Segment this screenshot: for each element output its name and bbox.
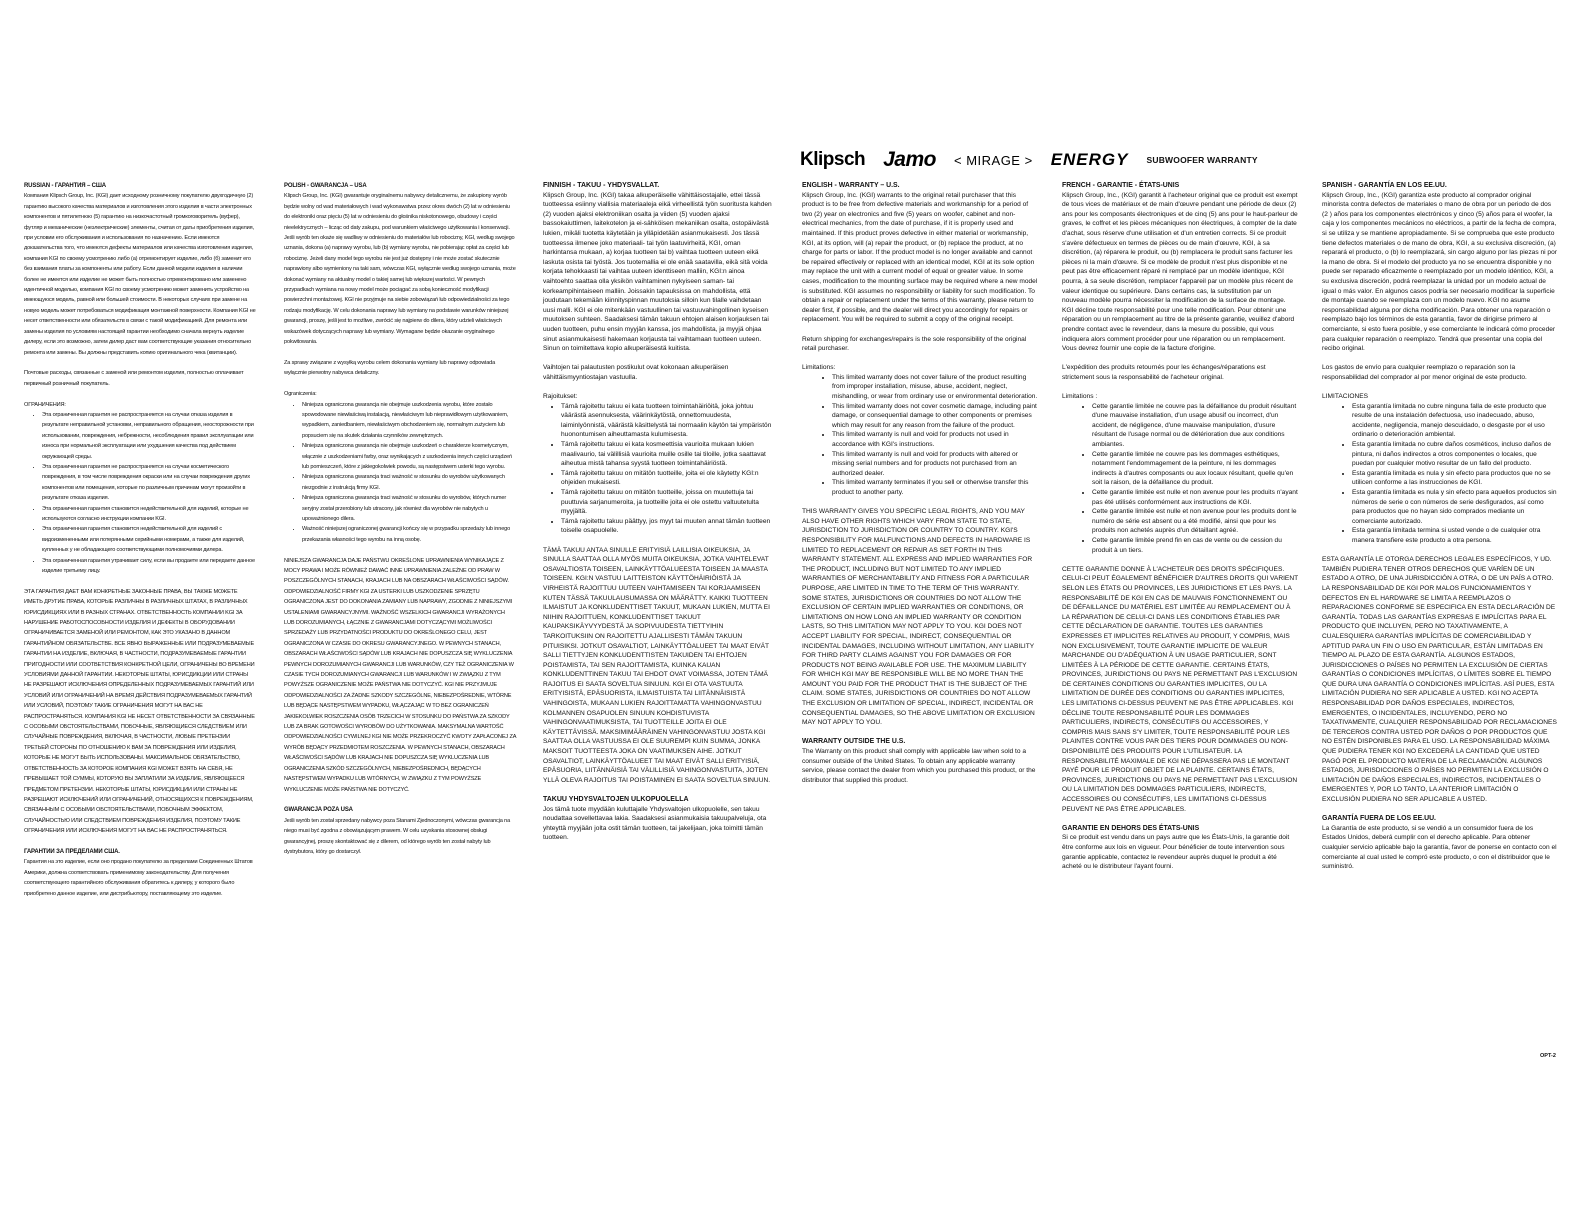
list-item: • This limited warranty terminates if you sell or otherwise transfer this product to another party. [832,478,1038,497]
list-item: • Cette garantie limitée prend fin en cas de vente ou de cession du produit à un tiers. [1092,536,1298,555]
list-item: • Cette garantie limitée ne couvre pas les dommages esthétiques, notamment l'endommagement de la peinture, ni les dommages indirects à d'autres composants ou aux locaux résultant, quelle qu'en soit la raison, de la défaillance du produit. [1092,450,1298,488]
spanish-outside-paragraph: La Garantía de este producto, si se vendió a un consumidor fuera de los Estados Unidos, deberá cumplir con el derecho aplicable. Para obtener cualquier servicio aplicable bajo la garantía, favor de ponerse en contacto con el comerciante al cual usted le compró este producto, o con el distribuidor que le suministró. [1322,824,1557,871]
finnish-column [543,181,775,853]
list-item: • Esta garantía limitada no cubre ninguna falla de este producto que resulte de una instalación defectuosa, uso inadecuado, abuso, accidente, negligencia, manejo descuidado, o desgaste por el uso ordinario o deterioración ambiental. [1352,402,1558,440]
russian-outside-paragraph: Гарантия на это изделие, если оно продано покупателю за пределами Соединенных Штатов Америки, должна соответствовать применимому законодательству. Для получения соответствующего гарантийного обслуживания обратитесь к дилеру, у которого было приобретено данное изделие, или дистрибьютору, поставляющему это изделие. [24,859,253,897]
english-paragraph-1: Klipsch Group, Inc. (KGI) warrants to the original retail purchaser that this product is to be free from defective materials and workmanship for a period of two (2) year on electronics and five (5) years on woofer, cabinet and non-electrical mechanics, from the date of purchase, if it is properly used and maintained. If this product proves defective in either material or workmanship, KGI, at its option, will (a) repair the product, or (b) replace the product, at no charge for parts or labor. If the product model is no longer available and cannot be repaired effectively or replaced with an identical model, KGI at its sole option may replace the unit with a current model of equal or greater value. In some cases, modification to the mounting surface may be required where a new model is substituted. KGI assumes no responsibility or liability for such modification. To obtain a repair or replacement under the terms of this warranty, please return to dealer first, if possible, and the dealer will direct you accordingly for repairs or replacement. You will be required to submit a copy of the original receipt. [802,191,1038,324]
list-item: • Эта ограниченная гарантия утрачивает силу, если вы продаете или передаете данное изделие третьему лицу. [42,556,256,577]
list-item: • Ważność niniejszej ograniczonej gwarancji kończy się w przypadku sprzedaży lub innego przekazania własności tego wyrobu na inną osobę. [302,524,516,545]
list-item: • Tämä rajoitettu takuu on mitätön tuotteille, joita ei ole käytetty KGI:n ohjeiden mukaisesti. [561,469,775,488]
list-item: • This limited warranty does not cover failure of the product resulting from improper installation, misuse, abuse, accident, neglect, mishandling, or wear from ordinary use or environmental deterioration. [832,373,1038,402]
french-paragraph-2: L'expédition des produits retournés pour les échanges/réparations est strictement sous la responsabilité de l'acheteur original. [1062,364,1266,381]
list-item: • Cette garantie limitée est nulle et non avenue pour les produits n'ayant pas été utilisés conformément aux instructions de KGI. [1092,488,1298,507]
spanish-paragraph-2: Los gastos de envío para cualquier reemplazo o reparación son la responsabilidad del comprador al por menor original de este producto. [1322,364,1527,381]
spanish-column [1322,181,1558,881]
finnish-paragraph-1: Klipsch Group, Inc. (KGI) takaa alkuperäiselle vähittäisostajalle, ettei tässä tuotteessa esiinny viallisia materiaaleja eikä virheellistä työn suoritusta kahden (2) vuoden ajaksi elektroniikan osalta ja viiden (5) vuoden ajaksi bassokaiuttimen, laitekotelon ja ei-sähköisen mekaniikan osalta, ostopäivästä lukien, mikäli tuotetta käytetään ja ylläpidetään asianmukaisesti. Jos tässä tuotteessa ilmenee joko materiaali- tai työn laatuvirheitä, KGI, oman harkintansa mukaan, a) korjaa tuotteen tai b) vaihtaa tuotteen uuteen eikä laskuta osista tai työstä. Jos tuotemallia ei ole enää saatavilla, eikä sitä voida korjata tehokkaasti tai vaihtaa uuteen identtiseen malliin, KGI:n ainoa vaihtoehto saattaa olla yksikön vaihtaminen nykyiseen saman- tai korkeampihintaiseen malliin. Joissakin tapauksissa on mahdollista, että joudutaan tekemään kiinnityspinnan muutoksia silloin kun tilalle vaihdetaan uusi malli. KGI ei ole mitenkään vastuullinen tai vastuuvahingollinen kyseisen muutoksen suhteen. Saadaksesi tämän takuun ehtojen alaisen korjauksen tai uuden tuotteen, puhu ensin myyjän kanssa, jos mahdollista, ja myyjä ohjaa sinut asianmukaisesti hakemaan korjausta tai vaihtamaan tuotteen uuteen. Sinun on toimitettava kopio alkuperäisestä kuitista. [543,191,772,353]
english-heading: ENGLISH - WARRANTY – U.S. [802,182,900,189]
jamo-logo: Jamo [883,148,936,171]
russian-heading: RUSSIAN - ГАРАНТИЯ – США [24,183,106,189]
spanish-heading: SPANISH - GARANTÍA EN LOS EE.UU. [1322,182,1447,189]
polish-outside-paragraph: Jeśli wyrób ten został sprzedany nabywcy poza Stanami Zjednoczonymi, wówczas gwarancja na niego musi być zgodna z obowiązującym prawem. W celu uzyskania stosownej obsługi gwarancyjnej, proszę skontaktować się z dilerem, od którego wyrób ten został nabyty lub dystrybutora, który go dostarczył. [284,817,511,855]
brand-bar [800,148,1258,172]
russian-column [24,181,256,909]
russian-outside-heading: ГАРАНТИИ ЗА ПРЕДЕЛАМИ США. [24,848,120,855]
french-legal-paragraph: CETTE GARANTIE DONNE À L'ACHETEUR DES DROITS SPÉCIFIQUES. CELUI-CI PEUT ÉGALEMENT BÉNÉFICIER D'AUTRES DROITS QUI VARIENT SELON LES ÉTATS OU PROVINCES, LES JURIDICTIONS ET LES PAYS. LA RESPONSABILITÉ DE KGI EN CAS DE MAUVAIS FONCTIONNEMENT OU DE DÉFAILLANCE DU MATÉRIEL EST LIMITÉE AU REMPLACEMENT OU À LA RÉPARATION DE CELUI-CI DANS LES CONDITIONS ÉTABLIES PAR CETTE DÉCLARATION DE GARANTIE. TOUTES LES GARANTIES EXPRESSES ET IMPLICITES RELATIVES AU PRODUIT, Y COMPRIS, MAIS NON EXCLUSIVEMENT, TOUTE GARANTIE IMPLICITE DE VALEUR MARCHANDE OU D'ADÉQUATION À UN USAGE PARTICULIER, SONT LIMITÉES À LA PÉRIODE DE CETTE GARANTIE. CERTAINS ÉTATS, PROVINCES, JURIDICTIONS OU PAYS NE PERMETTANT PAS L'EXCLUSION DE CERTAINES CONDITIONS OU GARANTIES IMPLICITES, OU LA LIMITATION DE DURÉE DES CONDITIONS OU GARANTIES IMPLICITES, LES LIMITATIONS CI-DESSUS PEUVENT NE PAS ÊTRE APPLICABLES. KGI DÉCLINE TOUTE RESPONSABILITÉ POUR LES DOMMAGES PARTICULIERS, INDIRECTS, CONSÉCUTIFS OU ACCESSOIRES, Y COMPRIS MAIS SANS S'Y LIMITER, TOUTE RESPONSABILITÉ POUR LES PLAINTES CONTRE VOUS PAR DES TIERS POUR DOMMAGES OU NON-DISPONIBILITÉ DES PRODUITS POUR L'UTILISATEUR. LA RESPONSABILITÉ MAXIMALE DE KGI NE DÉPASSERA PAS LE MONTANT PAYÉ POUR LE PRODUIT OBJET DE LA PLAINTE. CERTAINS ÉTATS, PROVINCES, JURIDICTIONS OU PAYS NE PERMETTANT PAS L'EXCLUSION OU LA LIMITATION DES DOMMAGES PARTICULIERS, INDIRECTS, ACCESSOIRES OU CONSÉCUTIFS, LES LIMITATIONS CI-DESSUS PEUVENT NE PAS ÊTRE APPLICABLES. [1062,565,1298,813]
polish-limits-heading: Ograniczenia: [284,391,317,398]
french-column [1062,181,1298,881]
mirage-logo: < MIRAGE > [953,152,1033,168]
finnish-outside-heading: TAKUU YHDYSVALTOJEN ULKOPUOLELLA [543,796,689,803]
document-title: SUBWOOFER WARRANTY [1146,155,1258,165]
list-item: • Niniejsza ograniczona gwarancja traci ważność w stosunku do wyrobów użytkowanych niezgodnie z instrukcją firmy KGI. [302,472,516,493]
polish-paragraph-1: Klipsch Group, Inc. (KGI) gwarantuje oryginalnemu nabywcy detalicznemu, że zakupiony wyrób będzie wolny od wad materiałowych i wad wykonawstwa przez okres dwóch (2) lat w odniesieniu do elektroniki oraz pięciu (5) lat w odniesieniu do głośnika niskotonowego, obudowy i części nieelektrycznych – licząc od daty zakupu, pod warunkiem właściwego użytkowania i konserwacji. Jeśli wyrób ten okaże się wadliwy w odniesieniu do materiałów lub robocizny, KGI, według swojego uznania, dokona (a) naprawy wyrobu, lub (b) wymiany wyrobu, nie pobierając opłat za części lub robociznę. Jeżeli dany model tego wyrobu nie jest już dostępny i nie może zostać skutecznie naprawiony albo wymieniony na taki sam, wówczas KGI, wyłącznie według swojego uznania, może dokonać wymiany na aktualny model o takiej samej lub większej wartości. W pewnych przypadkach wymiana na nowy model może pociągać za sobą konieczność modyfikacji powierzchni montażowej. KGI nie przyjmuje na siebie zobowiązań lub odpowiedzialności za tego rodzaju modyfikację. W celu dokonania naprawy lub wymiany na podstawie warunków niniejszej gwarancji, proszę, jeśli jest to możliwe, zwrócić się najpierw do dilera, który udzieli właściwych wskazówek dotyczących naprawy lub wymiany. Wymagane będzie okazanie oryginalnego pokwitowania. [284,193,516,346]
list-item: • Niniejsza ograniczona gwarancja nie obejmuje uszkodzenia wyrobu, które zostało spowodowane niewłaściwą instalacją, niewłaściwym lub nieprawidłowym użytkowaniem, wypadkiem, zaniedbaniem, niewłaściwym obchodzeniem się, normalnym zużyciem lub popsuciem się na skutek działania czynników zewnętrznych. [302,400,516,442]
polish-heading: POLISH - GWARANCJA – USA [284,183,367,189]
list-item: • Эта ограниченная гарантия не распространяется на случаи отказа изделия в результате неправильной установки, неправильного обращения, неосторожности при использовании, повреждения, небрежности, несоблюдения правил эксплуатации или износа при нормальной эксплуатации или ухудшения качества под действием окружающей среды. [42,410,256,462]
french-paragraph-1: Klipsch Group, Inc., (KGI) garantit à l'acheteur original que ce produit est exempt de tous vices de matériaux et de main d'œuvre pendant une période de deux (2) ans pour les composants électroniques et de cinq (5) ans pour le haut-parleur de graves, le coffret et les pièces mécaniques non électriques, à compter de la date d'achat, sous réserve d'une utilisation et d'un entretien corrects. Si ce produit s'avère défectueux en termes de pièces ou de main d'œuvre, KGI, à sa discrétion, (a) réparera le produit, ou (b) remplacera le produit sans facturer les pièces ni la main d'œuvre. Si ce modèle de produit n'est plus disponible et ne peut pas être efficacement réparé ni remplacé par un modèle identique, KGI pourra, à sa seule discrétion, remplacer l'appareil par un modèle plus récent de valeur identique ou supérieure. Dans certains cas, la substitution par un nouveau modèle pourra nécessiter la modification de la surface de montage. KGI décline toute responsabilité pour une telle modification. Pour obtenir une réparation ou un remplacement au titre de la présente garantie, veuillez d'abord prendre contact avec le revendeur, dans la mesure du possible, qui vous indiquera alors comment procéder pour une réparation ou un remplacement. Vous devrez fournir une copie de la facture d'origine. [1062,191,1298,353]
spanish-outside-heading: GARANTÍA FUERA DE LOS EE.UU. [1322,815,1436,823]
finnish-paragraph-2: Vaihtojen tai palautusten postikulut ovat kokonaan alkuperäisen vähittäismyyntiostajan vastuulla. [543,364,729,381]
russian-paragraph-2: Почтовые расходы, связанные с заменой или ремонтом изделия, полностью оплачивает первичный розничный покупатель. [24,370,244,387]
french-limits-heading: Limitations : [1062,393,1098,401]
english-limits-list [802,373,1038,498]
list-item: • Cette garantie limitée ne couvre pas la défaillance du produit résultant d'une mauvaise installation, d'un usage abusif ou incorrect, d'un accident, de négligence, d'une mauvaise manipulation, d'usure résultant de l'usage normal ou de détérioration due aux conditions ambiantes. [1092,402,1298,450]
finnish-heading: FINNISH - TAKUU - YHDYSVALLAT. [543,182,660,189]
klipsch-logo: Klipsch [800,149,866,170]
list-item: • Esta garantía limitada termina si usted vende o de cualquier otra manera transfiere este producto a otra persona. [1352,526,1558,545]
french-outside-heading: GARANTIE EN DEHORS DES ÉTATS-UNIS [1062,824,1200,832]
polish-legal-paragraph: NINIEJSZA GWARANCJA DAJE PAŃSTWU OKREŚLONE UPRAWNIENIA WYNIKAJĄCE Z MOCY PRAWA I MOŻE RÓWNIEŻ DAWAĆ INNE UPRAWNIENIA ZALEŻNE OD PRAW W POSZCZEGÓLNYCH STANACH, KRAJACH LUB NA OBSZARACH WŁAŚCIWOŚCI SĄDÓW. ODPOWIEDZIALNOŚĆ FIRMY KGI ZA USTERKI LUB USZKODZENIE SPRZĘTU OGRANICZONA JEST DO DOKONANIA ZAMIANY LUB NAPRAWY, ZGODNIE Z NINIEJSZYMI USTALENIAMI GWARANCYJNYMI. WAŻNOŚĆ WSZELKICH GWARANCJI WYRAŻONYCH LUB DOROZUMIANYCH, ŁĄCZNIE Z GWARANCJAMI DOTYCZĄCYMI MOŻLIWOŚCI SPRZEDAŻY LUB PRZYDATNOŚCI PRODUKTU DO OKREŚLONEGO CELU, JEST OGRANICZONA W CZASIE DO OKRESU GWARANCYJNEGO. W PEWNYCH STANACH, OBSZARACH WŁAŚCIWOŚCI SĄDÓW LUB KRAJACH NIE DOPUSZCZA SIĘ WYKLUCZENIA PEWNYCH DOROZUMIANYCH GWARANCJI LUB WARUNKÓW, CZY TEŻ OGRANICZENIA W CZASIE TYCH DOROZUMIANYCH GWARANCJI LUB WARUNKÓW I W ZWIĄZKU Z TYM POWYŻSZE OGRANICZENIE MOŻE PAŃSTWA NIE DOTYCZYĆ. KGI NIE PRZYJMUJE ODPOWIEDZIALNOŚCI ZA ŻADNE SZKODY SZCZEGÓLNE, NIEBEZPOŚREDNIE, WTÓRNE LUB BĘDĄCE NASTĘPSTWEM WYPADKU, WŁĄCZAJĄC W TO BEZ OGRANICZEŃ JAKIEKOLWIEK ROSZCZENIA OSÓB TRZECICH W STOSUNKU DO PAŃSTWA ZA SZKODY LUB ZA BRAK GOTOWOŚCI WYROBÓW DO UŻYTKOWANIA. MAKSYMALNA WARTOŚĆ ODPOWIEDZIALNOŚCI CYWILNEJ KGI NIE MOŻE PRZEKROCZYĆ KWOTY ZAPŁACONEJ ZA WYRÓB BĘDĄCY PRZEDMIOTEM ROSZCZENIA. W PEWNYCH STANACH, OBSZARACH WŁAŚCIWOŚCI SĄDÓW LUB KRAJACH NIE DOPUSZCZA SIĘ WYKLUCZENIA LUB OGRANICZENIA SZKÓD SZCZEGÓLNYCH, NIEBEZPOŚREDNICH, BĘDĄCYCH NASTĘPSTWEM WYPADKU LUB WTÓRNYCH, W ZWIĄZKU Z TYM POWYŻSZE WYKLUCZENIE MOŻE PAŃSTWA NIE DOTYCZYĆ. [284,557,516,793]
list-item: • This limited warranty is null and void for products with altered or missing serial numbers and for products not purchased from an authorized dealer. [832,450,1038,479]
list-item: • Cette garantie limitée est nulle et non avenue pour les produits dont le numéro de série est absent ou a été modifié, ainsi que pour les produits non achetés auprès d'un détaillant agréé. [1092,507,1298,536]
list-item: • This limited warranty is null and void for products not used in accordance with KGI's instructions. [832,430,1038,449]
spanish-limits-heading: LIMITACIONES [1322,393,1369,401]
finnish-outside-paragraph: Jos tämä tuote myydään kuluttajalle Yhdysvaltojen ulkopuolelle, sen takuu noudattaa sovellettavaa lakia. Saadaksesi asianmukaisia takuupalveluja, ota yhteyttä myyjään jolta ostit tämän tuotteen, tai jakelijaan, joka toimitti tämän tuotteen. [543,805,767,842]
list-item: • Эта ограниченная гарантия становится недействительной для изделий, которые не используются согласно инструкции компании KGI. [42,504,256,525]
english-column [802,181,1038,795]
russian-limits-list [24,410,256,577]
french-heading: FRENCH - GARANTIE - ÉTATS-UNIS [1062,182,1180,189]
polish-outside-heading: GWARANCJA POZA USA [284,807,353,814]
list-item: • Esta garantía limitada es nula y sin efecto para productos que no se utilicen conforme a las instrucciones de KGI. [1352,469,1558,488]
spanish-paragraph-1: Klipsch Group, Inc., (KGI) garantiza este producto al comprador original minorista contra defectos de materiales o mano de obra por un periodo de dos (2 ) años para los componentes electrónicos y cinco (5) años para el woofer, la caja y los componentes mecánicos no eléctricos, a partir de la fecha de compra, si se utiliza y se mantiene apropiadamente. Si se comprueba que este producto tiene defectos materiales o de mano de obra, KGI, a su exclusiva discreción, (a) reparará el producto, o (b) lo reemplazará, sin cargo alguno por las piezas ni por la mano de obra. Si el modelo del producto ya no se encuentra disponible y no puede ser reparado eficazmente o reemplazado por un modelo idéntico, KGI, a su exclusiva discreción, podrá reemplazar la unidad por un modelo actual de igual o más valor. En algunos casos podría ser necesario modificar la superficie de montaje cuando se reemplaza con un modelo nuevo. KGI no asume responsabilidad alguna por dicha modificación. Para obtener una reparación o reemplazo bajo los términos de esta garantía, favor de dirigirse primero al comerciante, si esto fuera posible, y ese comerciante le indicará cómo proceder para cualquier reparación o reemplazo. Tendrá que presentar una copia del recibo original. [1322,191,1557,353]
list-item: • Tämä rajoitettu takuu ei kata tuotteen toimintahäiriöitä, joka johtuu väärästä asennuksesta, väärinkäytöstä, onnettomuudesta, laiminlyönnistä, väärästä käsittelystä tai normaalin käytön tai ympäristön huonontumisen aiheuttamasta kulumisesta. [561,402,775,440]
spanish-limits-list [1322,402,1558,546]
list-item: • Niniejsza ograniczona gwarancja nie obejmuje uszkodzeń o charakterze kosmetycznym, włącznie z uszkodzeniami farby, oraz wynikających z uszkodzenia innych części urządzeń lub pomieszczeń, które z jakiegokolwiek powodu, są następstwem usterki tego wyrobu. [302,441,516,472]
list-item: • This limited warranty does not cover cosmetic damage, including paint damage, or consequential damage to other components or premises which may result for any reason from the failure of the product. [832,402,1038,431]
list-item: • Эта ограниченная гарантия становится недействительной для изделий с видоизмененными или потерянными серийными номерами, а также для изделий, купленных у не обладающего соответствующими полномочиями дилера. [42,524,256,555]
english-paragraph-2: Return shipping for exchanges/repairs is the sole responsibility of the original retail purchaser. [802,335,1027,353]
spanish-legal-paragraph: ESTA GARANTÍA LE OTORGA DERECHOS LEGALES ESPECÍFICOS, Y UD. TAMBIÉN PUDIERA TENER OTROS DERECHOS QUE VARÍEN DE UN ESTADO A OTRO, DE UNA JURISDICCIÓN A OTRA, O DE UN PAÍS A OTRO. LA RESPONSABILIDAD DE KGI POR MALOS FUNCIONAMIENTOS Y DEFECTOS EN EL HARDWARE SE LIMITA A REEMPLAZOS O REPARACIONES CONFORME SE ESPECIFICA EN ESTA DECLARACIÓN DE GARANTÍA. TODAS LAS GARANTÍAS EXPRESAS E IMPLÍCITAS PARA EL PRODUCTO QUE INCLUYEN, PERO NO TAXATIVAMENTE, A CUALESQUIERA GARANTÍAS IMPLÍCITAS DE COMERCIABILIDAD Y APTITUD PARA UN FIN O USO EN PARTICULAR, ESTÁN LIMITADAS EN TIEMPO AL PLAZO DE ESTA GARANTÍA. ALGUNOS ESTADOS, JURISDICCIONES O PAÍSES NO PERMITEN LA EXCLUSIÓN DE CIERTAS GARANTÍAS O CONDICIONES IMPLÍCITAS, O LÍMITES SOBRE EL TIEMPO QUE DURA UNA GARANTÍA O CONDICIONES IMPLÍCITAS. ASÍ PUES, ESTA LIMITACIÓN PUDIERA NO SER APLICABLE A USTED. KGI NO ACEPTA RESPONSABILIDAD POR DAÑOS ESPECIALES, INDIRECTOS, EMERGENTES, O INCIDENTALES, INCLUYENDO, PERO NO TAXATIVAMENTE, CUALQUIER RESPONSABILIDAD POR RECLAMACIONES DE TERCEROS CONTRA USTED POR DAÑOS O POR PRODUCTOS QUE NO ESTÉN DISPONIBLES PARA EL USO. LA RESPONSABILIDAD MÁXIMA QUE PUDIERA TENER KGI NO EXCEDERÁ LA CANTIDAD QUE USTED PAGÓ POR EL PRODUCTO MATERIA DE LA RECLAMACIÓN. ALGUNOS ESTADOS, JURISDICCIONES O PAÍSES NO PERMITEN LA EXCLUSIÓN O LIMITACIÓN DE DAÑOS ESPECIALES, INDIRECTOS, INCIDENTALES O EMERGENTES Y, POR LO TANTO, LA ANTERIOR LIMITACIÓN O EXCLUSIÓN PUDIERA NO SER APLICABLE A USTED. [1322,556,1557,803]
list-item: • Esta garantía limitada no cubre daños cosméticos, incluso daños de pintura, ni daños indirectos a otros componentes o locales, que puedan por cualquier motivo resultar de un fallo del producto. [1352,440,1558,469]
page-code: OPT-2 [1540,1053,1556,1059]
polish-paragraph-2: Za sprawy związane z wysyłką wyrobu celem dokonania wymiany lub naprawy odpowiada wyłącznie pierwotny nabywca detaliczny. [284,359,496,377]
russian-legal-paragraph: ЭТА ГАРАНТИЯ ДАЕТ ВАМ КОНКРЕТНЫЕ ЗАКОННЫЕ ПРАВА, ВЫ ТАКЖЕ МОЖЕТЕ ИМЕТЬ ДРУГИЕ ПРАВА, КОТОРЫЕ РАЗЛИЧНЫ В РАЗЛИЧНЫХ ШТАТАХ, В РАЗЛИЧНЫХ ЮРИСДИКЦИЯХ ИЛИ В РАЗНЫХ СТРАНАХ. ОТВЕТСТВЕННОСТЬ КОМПАНИИ KGI ЗА НАРУШЕНИЕ РАБОТОСПОСОБНОСТИ ИЗДЕЛИЯ И ДЕФЕКТЫ В ОБОРУДОВАНИИ ОГРАНИЧИВАЕТСЯ ЗАМЕНОЙ ИЛИ РЕМОНТОМ, КАК ЭТО УКАЗАНО В ДАННОМ ГАРАНТИЙНОМ ОБЯЗАТЕЛЬСТВЕ. ВСЕ ЯВНО ВЫРАЖЕННЫЕ ИЛИ ПОДРАЗУМЕВАЕМЫЕ ГАРАНТИИ НА ИЗДЕЛИЕ, ВКЛЮЧАЯ, В ЧАСТНОСТИ, ПОДРАЗУМЕВАЕМЫЕ ГАРАНТИИ ПРИГОДНОСТИ ИЛИ СООТВЕТСТВИЯ КОНКРЕТНОЙ ЦЕЛИ, ОГРАНИЧЕНЫ ВО ВРЕМЕНИ УСЛОВИЯМИ ДАННОЙ ГАРАНТИИ. НЕКОТОРЫЕ ШТАТЫ, ЮРИСДИКЦИИ ИЛИ СТРАНЫ НЕ РАЗРЕШАЮТ ИСКЛЮЧЕНИЯ ОПРЕДЕЛЕННЫХ ПОДРАЗУМЕВАЕМЫХ ГАРАНТИЙ ИЛИ УСЛОВИЙ ИЛИ ОГРАНИЧЕНИЙ НА ВРЕМЯ ДЕЙСТВИЯ ПОДРАЗУМЕВАЕМЫХ ГАРАНТИЙ ИЛИ УСЛОВИЙ, ПОЭТОМУ ТАКИЕ ОГРАНИЧЕНИЯ МОГУТ НА ВАС НЕ РАСПРОСТРАНЯТЬСЯ. КОМПАНИЯ KGI НЕ НЕСЕТ ОТВЕТСТВЕННОСТИ ЗА СВЯЗАННЫЕ С ОСОБЫМИ ОБСТОЯТЕЛЬСТВАМИ, ПОБОЧНЫЕ, ЯВЛЯЮЩИЕСЯ СЛЕДСТВИЕМ ИЛИ СЛУЧАЙНЫЕ ПОВРЕЖДЕНИЯ, ВКЛЮЧАЯ, В ЧАСТНОСТИ, ЛЮБЫЕ ПРЕТЕНЗИИ ТРЕТЬЕЙ СТОРОНЫ ПО ОТНОШЕНИЮ К ВАМ ЗА ПОВРЕЖДЕНИЯ ИЛИ ИЗДЕЛИЯ, КОТОРЫЕ НЕ МОГУТ БЫТЬ ИСПОЛЬЗОВАНЫ. МАКСИМАЛЬНОЕ ОБЯЗАТЕЛЬСТВО, ОТВЕТСТВЕННОСТЬ ЗА КОТОРОЕ КОМПАНИЯ KGI МОЖЕТ ВЗЯТЬ НА СЕБЯ, НЕ ПРЕВЫШАЕТ ТОЙ СУММЫ, КОТОРУЮ ВЫ ЗАПЛАТИЛИ ЗА ИЗДЕЛИЕ, ЯВЛЯЮЩЕЕСЯ ПРЕДМЕТОМ ПРЕТЕНЗИИ. НЕКОТОРЫЕ ШТАТЫ, ЮРИСДИКЦИИ ИЛИ СТРАНЫ НЕ РАЗРЕШАЮТ ИСКЛЮЧЕНИЙ ИЛИ ОГРАНИЧЕНИЙ, ОТНОСЯЩИХСЯ К ПОВРЕЖДЕНИЯМ, СВЯЗАННЫМ С ОСОБЫМИ ОБСТОЯТЕЛЬСТВАМИ, ПОБОЧНЫМ ЭФФЕКТОМ, СЛУЧАЙНОСТЬЮ ИЛИ СЛЕДСТВИЕМ ПОВРЕЖДЕНИЯ ИЗДЕЛИЯ, ПОЭТОМУ ТАКИЕ ОГРАНИЧЕНИЯ ИЛИ ИСКЛЮЧЕНИЯ МОГУТ НА ВАС НЕ РАСПРОСТРАНЯТЬСЯ. [24,588,255,835]
list-item: • Tämä rajoitettu takuu päättyy, jos myyt tai muuten annat tämän tuotteen toiselle osapuolelle. [561,517,775,536]
english-outside-paragraph: The Warranty on this product shall comply with applicable law when sold to a consumer outside of the United States. To obtain any applicable warranty service, please contact the dealer from which you purchased this product, or the distributor that supplied this product. [802,748,1036,784]
finnish-limits-list [543,402,775,536]
english-outside-heading: WARRANTY OUTSIDE THE U.S. [802,738,906,746]
english-legal-paragraph: THIS WARRANTY GIVES YOU SPECIFIC LEGAL RIGHTS, AND YOU MAY ALSO HAVE OTHER RIGHTS WHICH VARY FROM STATE TO STATE, JURISDICTION TO JURISDICTION OR COUNTRY TO COUNTRY. KGI'S RESPONSIBILITY FOR MALFUNCTIONS AND DEFECTS IN HARDWARE IS LIMITED TO REPLACEMENT OR REPAIR AS SET FORTH IN THIS WARRANTY STATEMENT. ALL EXPRESS AND IMPLIED WARRANTIES FOR THE PRODUCT, INCLUDING BUT NOT LIMITED TO ANY IMPLIED WARRANTIES OF MERCHANTABILITY AND FITNESS FOR A PARTICULAR PURPOSE, ARE LIMITED IN TIME TO THE TERM OF THIS WARRANTY. SOME STATES, JURISDICTIONS OR COUNTRIES DO NOT ALLOW THE EXCLUSION OF CERTAIN IMPLIED WARRANTIES OR CONDITIONS, OR LIMITATIONS ON HOW LONG AN IMPLIED WARRANTY OR CONDITION LASTS, SO THIS LIMITATION MAY NOT APPLY TO YOU. KGI DOES NOT ACCEPT LIABILITY FOR SPECIAL, INDIRECT, CONSEQUENTIAL OR INCIDENTAL DAMAGES, INCLUDING WITHOUT LIMITATION, ANY LIABILITY FOR THIRD PARTY CLAIMS AGAINST YOU FOR DAMAGES OR FOR PRODUCTS NOT BEING AVAILABLE FOR USE. THE MAXIMUM LIABILITY FOR WHICH KGI MAY BE RESPONSIBLE WILL BE NO MORE THAN THE AMOUNT YOU PAID FOR THE PRODUCT THAT IS THE SUBJECT OF THE CLAIM. SOME STATES, JURISDICTIONS OR COUNTRIES DO NOT ALLOW THE EXCLUSION OR LIMITATION OF SPECIAL, INDIRECT, INCIDENTAL OR CONSEQUENTIAL DAMAGES, SO THE ABOVE LIMITATION OR EXCLUSION MAY NOT APPLY TO YOU. [802,508,1035,727]
french-outside-paragraph: Si ce produit est vendu dans un pays autre que les États-Unis, la garantie doit être conforme aux lois en vigueur. Pour bénéficier de toute intervention sous garantie applicable, contactez le revendeur auprès duquel le produit a été acheté ou le distributeur l'ayant fourni. [1062,834,1290,871]
list-item: • Tämä rajoitettu takuu ei kata kosmeettisia vaurioita mukaan lukien maalivaurio, tai välillisiä vaurioita muille osille tai tiloille, jotka saattavat aiheutua mistä tahansa syystä tuotteen toimintahäiriöstä. [561,440,775,469]
french-limits-list [1062,402,1298,556]
finnish-limits-heading: Rajoitukset: [543,393,578,401]
energy-logo: ENERGY [1050,150,1129,169]
polish-limits-list [284,400,516,546]
english-limits-heading: Limitations: [802,364,836,372]
list-item: • Esta garantía limitada es nula y sin efecto para aquellos productos sin números de serie o con números de serie desfigurados, así como para productos que no hayan sido comprados mediante un comerciante autorizado. [1352,488,1558,526]
list-item: • Эта ограниченная гарантия не распространяется на случаи косметического повреждения, в том числе повреждения окраски или на случаи повреждения других компонентов или помещения, которые по различным причинам могут произойти в результате отказа изделия. [42,462,256,504]
list-item: • Niniejsza ograniczona gwarancja traci ważność w stosunku do wyrobów, których numer seryjny został przerobiony lub utracony, jak również dla wyrobów nie nabytych u upoważnionego dilera. [302,493,516,524]
polish-column [284,181,516,868]
russian-limits-heading: ОГРАНИЧЕНИЯ: [24,401,66,408]
russian-paragraph-1: Компания Klipsch Group, Inc. (KGI) дает исходному розничному покупателю двухгодичную (2) гарантию высокого качества материалов и изготовления этого изделия в части электронных компонентов и пятилетнюю (5) гарантию на низкочастотный громкоговоритель (вуфер), футляр и механические (неэлектрические) элементы, считая от даты приобретения изделия, при условии его обслуживания и использования по назначению. Если имеются доказательства того, что имеются дефекты материалов или качества изготовления изделия, компания KGI по своему усмотрению либо (а) отремонтирует изделие, либо (б) заменит его без взимания платы за компоненты или работу. Если данной модели изделия в наличии более не имеется или изделие не может быть полностью отремонтировано или заменено идентичной моделью, компания KGI по своему усмотрению может заменить устройство на имеющуюся модель, равной или большей стоимости. В некоторых случаях при замене на новую модель может потребоваться модификация монтажной поверхности. Компания KGI не несет ответственности или обязательств в связи с такой модификацией. Для ремонта или замены изделия по условиям настоящей гарантии необходимо сначала вернуть изделие дилеру, если это возможно, затем дилер даст вам соответствующие указания относительно ремонта или замены. Вы должны представить копию оригинального чека (квитанции). [24,193,256,356]
finnish-legal-paragraph: TÄMÄ TAKUU ANTAA SINULLE ERITYISIÄ LAILLISIA OIKEUKSIA, JA SINULLA SAATTAA OLLA MYÖS MUITA OIKEUKSIA, JOTKA VAIHTELEVAT OSAVALTIOSTA TOISEEN, LAINKÄYTTÖALUEESTA TOISEEN JA MAASTA TOISEEN. KGI:N VASTUU LAITTEISTON KÄYTTÖHÄIRIÖISTÄ JA VIRHEISTÄ RAJOITTUU UUTEEN VAIHTAMISEEN TAI KORJAAMISEEN KUTEN TÄSSÄ TAKUULAUSUMASSA ON MÄÄRÄTTY. KAIKKI TUOTTEEN ILMAISTUT JA KONKLUDENTTISET TAKUUT, MUKAAN LUKIEN, MUTTA EI NIIHIN RAJOITTUEN, KONKLUDENTTISET TAKUUT KAUPAKSIKÄYVYYDESTÄ JA SOPIVUUDESTA TIETTYIHIN TARKOITUKSIIN ON RAJOITETTU AJALLISESTI TÄMÄN TAKUUN PITUISIKSI. JOTKUT OSAVALTIOT, LAINKÄYTTÖALUEET TAI MAAT EIVÄT SALLI TIETTYJEN KONKLUDENTTISTEN TAKUIDEN TAI EHTOJEN POISTAMISTA, TAI SEN RAJOITTAMISTA, KUINKA KAUAN KONKLUDENTTINEN TAKUU TAI EHDOT OVAT VOIMASSA, JOTEN TÄMÄ RAJOITUS EI SAATA SOVELTUA SINUUN. KGI EI OTA VASTUUTA ERITYISISTÄ, EPÄSUORISTA, ILMAISTUISTA TAI LIITÄNNÄISISTÄ VAHINGOISTA, MUKAAN LUKIEN RAJOITTAMATTA VAHINGONVASTUU KOLMANNEN OSAPUOLEN SINUUN KOHDISTUVISTA VAHINGONVAATIMUKSISTA, TAI TUOTTEILLE JOITA EI OLE KÄYTETTÄVISSÄ. MAKSIMIMÄÄRÄINEN VAHINGONVASTUU JOSTA KGI SAATTAA OLLA VASTUUSSA EI OLE SUUREMPI KUIN SUMMA, JONKA MAKSOIT TUOTTEESTA JOKA ON VAATIMUKSEN AIHE. JOTKUT OSAVALTIOT, LAINKÄYTTÖALUEET TAI MAAT EIVÄT SALLI ERITYISIÄ, EPÄSUORIA, LIITÄNNÄISIÄ TAI VÄLILLISIÄ VAHINGONVASTUITA, JOTEN YLLÄ OLEVA RAJOITUS TAI POISTAMINEN EI SAATA SOVELTUA SINUUN. [543,546,771,784]
list-item: • Tämä rajoitettu takuu on mitätön tuotteille, joissa on muutettuja tai puuttuvia sarjanumeroita, ja tuotteille joita ei ole ostettu valtuutetulta myyjältä. [561,488,775,517]
